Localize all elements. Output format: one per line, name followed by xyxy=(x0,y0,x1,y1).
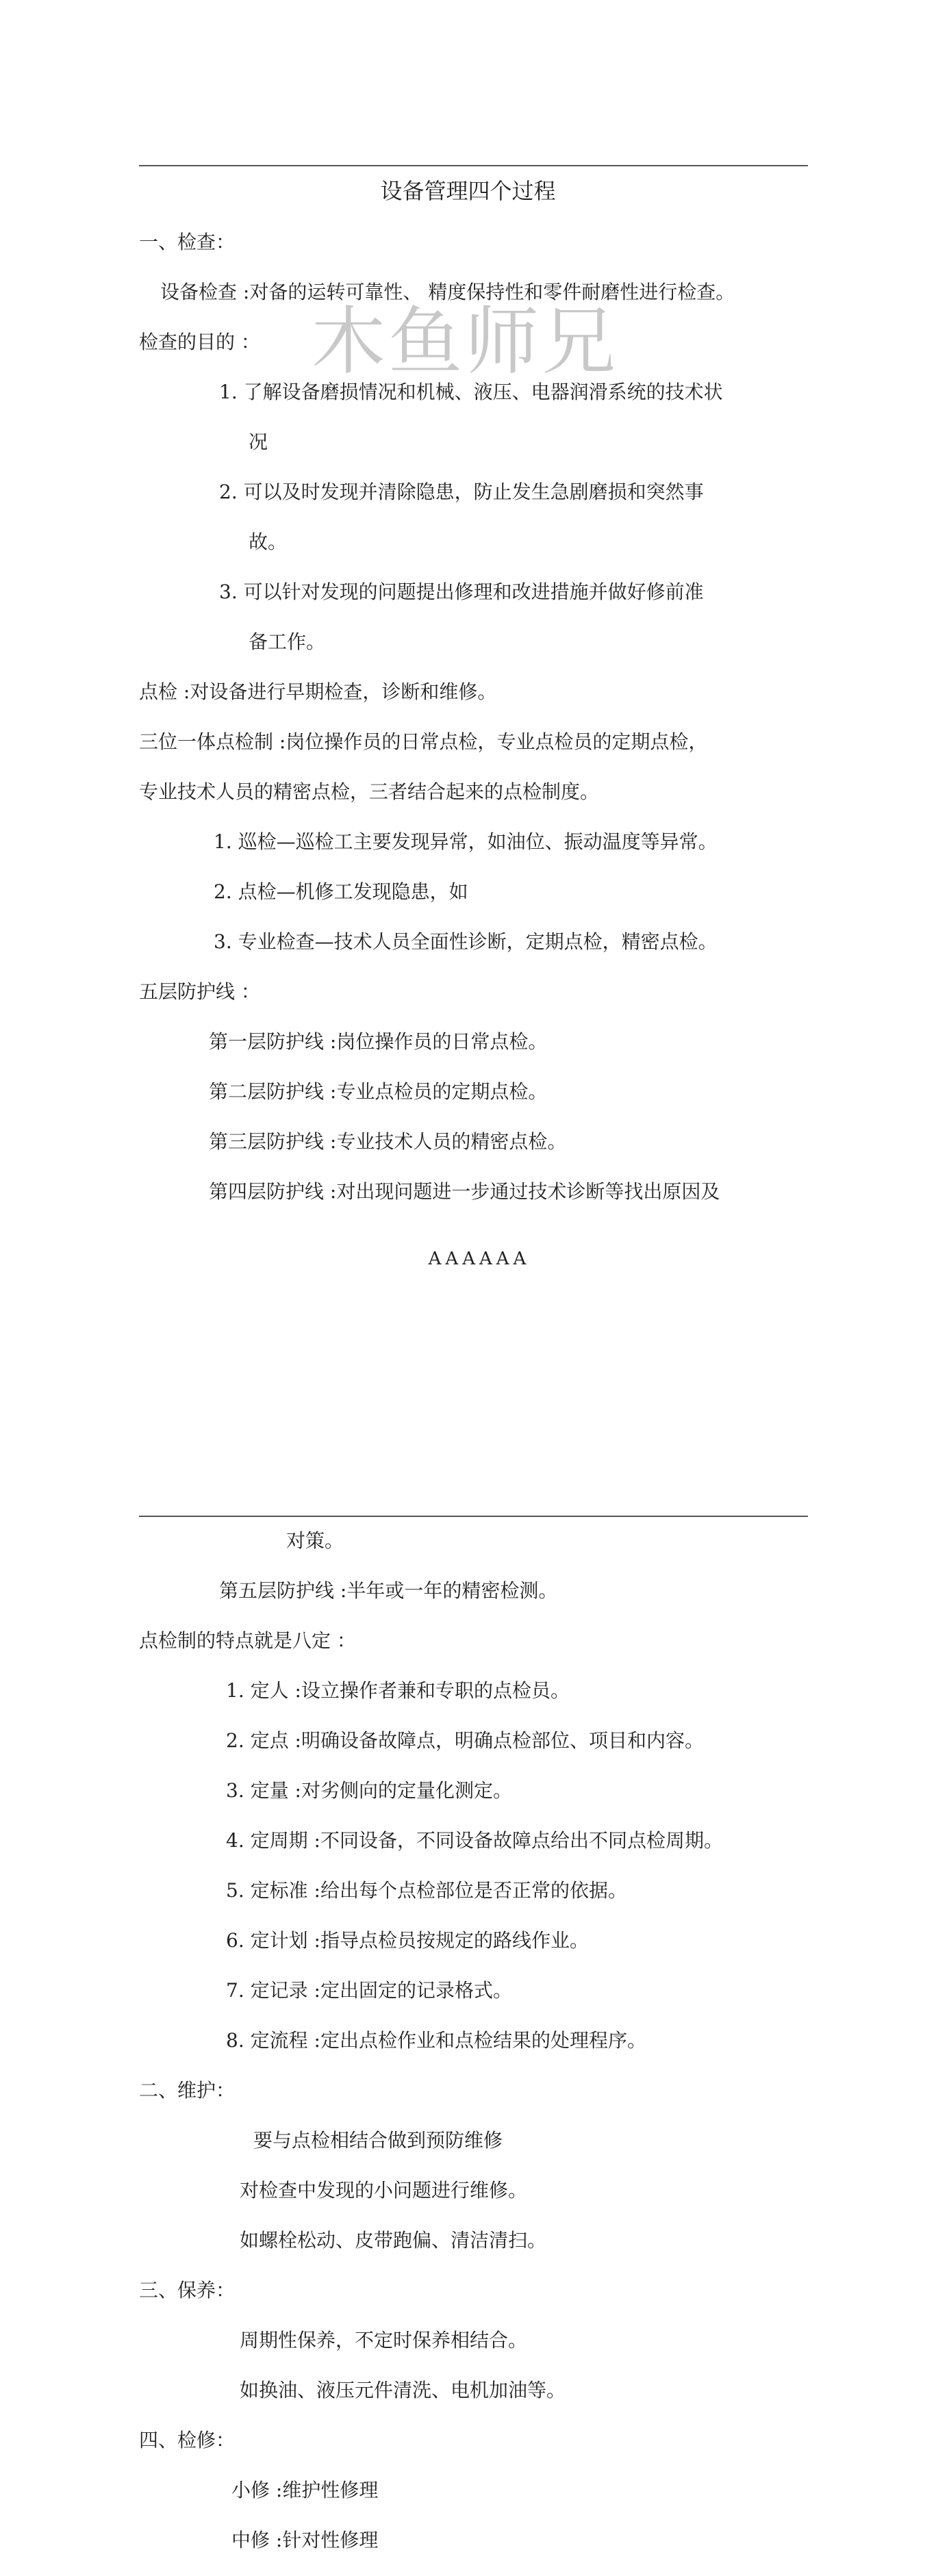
equipment-check-text: 设备检查 :对备的运转可靠性、 精度保持性和零件耐磨性进行检查。 xyxy=(160,281,735,303)
three-in-one-item-3: 3. 专业检查—技术人员全面性诊断，定期点检，精密点检。 xyxy=(214,930,718,953)
spot-check-text: 点检 :对设备进行早期检查，诊断和维修。 xyxy=(139,680,497,703)
defense-line-1: 第一层防护线 :岗位操作员的日常点检。 xyxy=(209,1030,548,1053)
repair-line-2: 中修 :针对性修理 xyxy=(231,2529,379,2551)
defense-line-2: 第二层防护线 :专业点检员的定期点检。 xyxy=(209,1080,548,1103)
watermark-text: 木鱼师兄 xyxy=(312,299,619,385)
eight-fix-item-7: 7. 定记录 :定出固定的记录格式。 xyxy=(226,1979,512,2002)
five-lines-heading: 五层防护线 ： xyxy=(139,980,260,1003)
purpose-item-2: 2. 可以及时发现并清除隐患，防止发生急剧磨损和突然事 xyxy=(219,481,704,503)
three-in-one-text: 三位一体点检制 :岗位操作员的日常点检，专业点检员的定期点检， xyxy=(139,730,708,753)
section-heading-care: 三、保养： xyxy=(139,2279,236,2301)
eight-fix-item-2: 2. 定点 :明确设备故障点，明确点检部位、项目和内容。 xyxy=(226,1729,704,1752)
purpose-item-3-cont: 备工作。 xyxy=(249,630,326,653)
eight-fix-item-8: 8. 定流程 :定出点检作业和点检结果的处理程序。 xyxy=(226,2029,646,2052)
repair-line-1: 小修 :维护性修理 xyxy=(231,2479,379,2501)
purpose-heading: 检查的目的 ： xyxy=(139,331,260,353)
three-in-one-text-cont: 专业技术人员的精密点检，三者结合起来的点检制度。 xyxy=(139,780,600,803)
page1-top-rule xyxy=(139,165,808,166)
page2-top-rule xyxy=(139,1516,808,1517)
page-title: 设备管理四个过程 xyxy=(380,178,556,204)
three-in-one-item-2: 2. 点检—机修工发现隐患，如 xyxy=(214,880,468,903)
eight-fix-item-3: 3. 定量 :对劣侧向的定量化测定。 xyxy=(226,1779,512,1802)
eight-fix-item-4: 4. 定周期 :不同设备，不同设备故障点给出不同点检周期。 xyxy=(226,1829,723,1852)
eight-fix-heading: 点检制的特点就是八定 ： xyxy=(139,1629,356,1652)
eight-fix-item-6: 6. 定计划 :指导点检员按规定的路线作业。 xyxy=(226,1929,589,1952)
maintenance-line-1: 要与点检相结合做到预防维修 xyxy=(253,2129,503,2152)
care-line-1: 周期性保养，不定时保养相结合。 xyxy=(240,2329,528,2351)
maintenance-line-3: 如螺栓松动、皮带跑偏、清洁清扫。 xyxy=(240,2229,547,2252)
eight-fix-item-5: 5. 定标准 :给出每个点检部位是否正常的依据。 xyxy=(226,1879,627,1902)
three-in-one-item-1: 1. 巡检—巡检工主要发现异常，如油位、振动温度等异常。 xyxy=(214,830,718,853)
section-heading-repair: 四、检修： xyxy=(139,2429,236,2451)
maintenance-line-2: 对检查中发现的小问题进行维修。 xyxy=(240,2179,528,2202)
purpose-item-1: 1. 了解设备磨损情况和机械、液压、电器润滑系统的技术状 xyxy=(219,381,723,403)
defense-line-3: 第三层防护线 :专业技术人员的精密点检。 xyxy=(209,1130,567,1153)
defense-line-5: 第五层防护线 :半年或一年的精密检测。 xyxy=(219,1579,558,1602)
section-heading-maintenance: 二、维护： xyxy=(139,2079,236,2102)
purpose-item-1-cont: 况 xyxy=(249,431,268,453)
defense-line-4-cont: 对策。 xyxy=(286,1529,344,1552)
purpose-item-3: 3. 可以针对发现的问题提出修理和改进措施并做好修前准 xyxy=(219,581,704,603)
defense-line-4: 第四层防护线 :对出现问题进一步通过技术诊断等找出原因及 xyxy=(209,1180,720,1203)
purpose-item-2-cont: 故。 xyxy=(249,531,288,553)
section-heading-check: 一、检查： xyxy=(139,231,236,253)
page1-footer: AAAAAA xyxy=(428,1249,531,1269)
eight-fix-item-1: 1. 定人 :设立操作者兼和专职的点检员。 xyxy=(226,1679,570,1702)
care-line-2: 如换油、液压元件清洗、电机加油等。 xyxy=(240,2379,566,2401)
